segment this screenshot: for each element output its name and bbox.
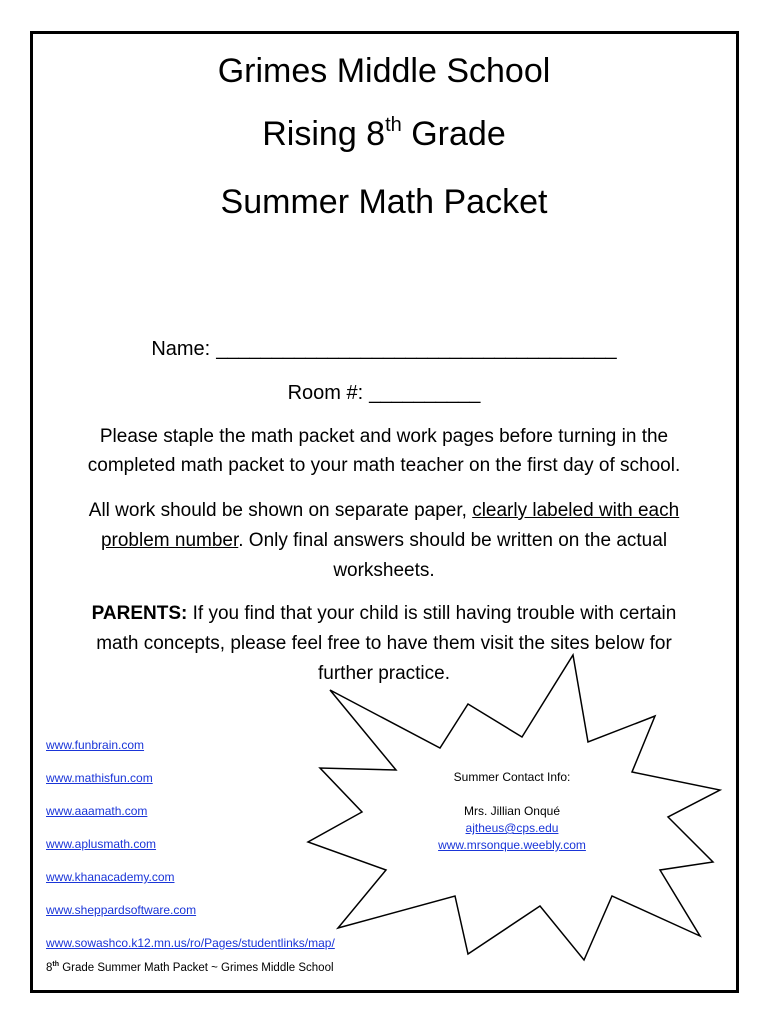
- parents-note: [0, 599, 768, 689]
- work-line-3-text: worksheets.: [333, 560, 435, 581]
- link-mathisfun[interactable]: www.mathisfun.com: [46, 771, 153, 785]
- contact-info: [402, 769, 622, 854]
- contact-website-link[interactable]: www.mrsonque.weebly.com: [438, 838, 586, 852]
- name-blank-line: ____________________________________: [216, 338, 617, 360]
- packet-title: Summer Math Packet: [220, 183, 548, 221]
- link-aplusmath[interactable]: www.aplusmath.com: [46, 837, 157, 851]
- grade-title-prefix: Rising 8: [262, 115, 386, 153]
- footer-grade-number: 8: [46, 962, 53, 974]
- staple-instructions: [0, 422, 768, 480]
- list-item: [46, 836, 335, 869]
- list-item: [46, 869, 335, 902]
- school-name: Grimes Middle School: [217, 52, 551, 90]
- room-blank-line: __________: [369, 382, 481, 404]
- contact-email-row: [402, 820, 622, 837]
- link-sheppardsoftware[interactable]: www.sheppardsoftware.com: [46, 903, 197, 917]
- work-instructions: [0, 496, 768, 586]
- contact-spacer: [402, 786, 622, 803]
- parents-line-2: math concepts, please feel free to have them visit the sites below for: [96, 633, 672, 654]
- name-label: Name:: [151, 338, 211, 360]
- contact-heading: Summer Contact Info:: [453, 770, 571, 784]
- page-footer: [46, 960, 334, 976]
- staple-line-1: Please staple the math packet and work pages before turning in the: [99, 426, 669, 447]
- contact-teacher-name: Mrs. Jillian Onqué: [463, 804, 561, 818]
- practice-links-list: [46, 737, 335, 968]
- work-line-1-underlined: clearly labeled with each: [472, 500, 680, 521]
- work-line-1-text: All work should be shown on separate paper,: [88, 500, 473, 521]
- name-field: [0, 334, 768, 364]
- grade-ordinal-suffix: th: [385, 114, 402, 136]
- link-khanacademy[interactable]: www.khanacademy.com: [46, 870, 175, 884]
- footer-grade-ordinal: th: [52, 961, 60, 968]
- footer-text: Grade Summer Math Packet ~ Grimes Middle School: [59, 962, 334, 974]
- room-field: [0, 378, 768, 408]
- room-label: Room #:: [287, 382, 364, 404]
- list-item: [46, 770, 335, 803]
- parents-label: PARENTS:: [91, 603, 188, 624]
- list-item: [46, 737, 335, 770]
- list-item: [46, 803, 335, 836]
- link-sowashco[interactable]: www.sowashco.k12.mn.us/ro/Pages/studentlinks/map/: [46, 936, 335, 950]
- work-line-2-text: . Only final answers should be written on the actual: [238, 530, 668, 551]
- parents-line-3: further practice.: [318, 663, 450, 684]
- link-aaamath[interactable]: www.aaamath.com: [46, 804, 148, 818]
- grade-title: [0, 114, 768, 154]
- staple-line-2: completed math packet to your math teacher on the first day of school.: [87, 455, 681, 476]
- grade-title-suffix: Grade: [401, 115, 506, 153]
- link-funbrain[interactable]: www.funbrain.com: [46, 738, 145, 752]
- contact-email-link[interactable]: ajtheus@cps.edu: [465, 821, 559, 835]
- work-line-2-underlined: problem number: [100, 530, 239, 551]
- parents-line-1: If you find that your child is still having trouble with certain: [187, 603, 677, 624]
- list-item: [46, 902, 335, 935]
- contact-website-row: [402, 837, 622, 854]
